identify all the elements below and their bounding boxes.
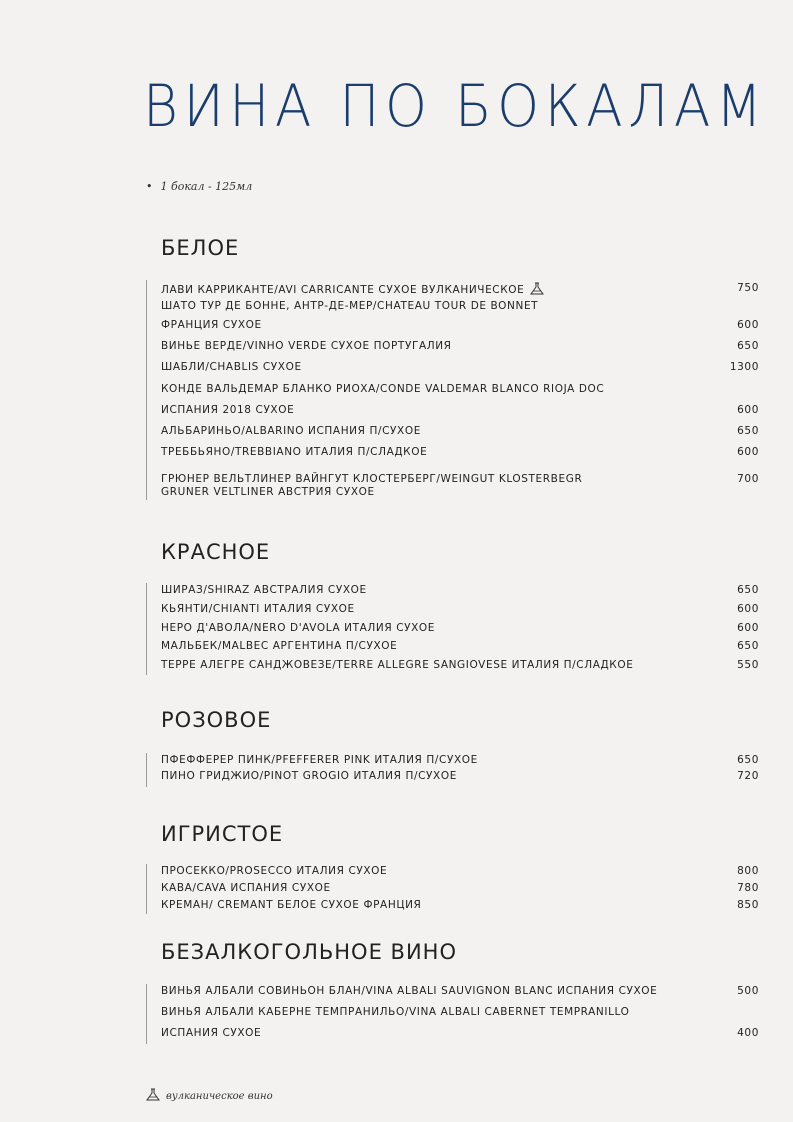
serving-note-text: 1 бокал - 125мл (160, 180, 253, 193)
list-sparkling: ПРОСЕККО/PROSECCO ИТАЛИЯ СУХОЕ 800 КАВА/CAVA ИСПАНИЯ СУХОЕ 780 КРЕМАН/ CREMANT БЕЛОЕ СУХОЕ ФРАНЦИЯ 850 (146, 864, 759, 914)
footer-legend-text: вулканическое вино (166, 1091, 273, 1102)
serving-note (146, 180, 252, 193)
page-title: ВИНА ПО БОКАЛАМ (143, 72, 768, 140)
section-title-non-alcoholic: БЕЗАЛКОГОЛЬНОЕ ВИНО (161, 940, 457, 964)
footer-legend (146, 1088, 273, 1102)
list-white: ЛАВИ КАРРИКАНТЕ/AVI CARRICANTE СУХОЕ ВУЛКАНИЧЕСКОЕ 750 ШАТО ТУР ДЕ БОННЕ, АНТР-ДЕ-МЕР/CHATEAU TOUR DE BONNET ФРАНЦИЯ СУХОЕ 600 ВИНЬЕ ВЕРДЕ/VINHO VERDE СУХОЕ ПОРТУГАЛИЯ 650 ШАБЛИ/CHABLIS СУХОЕ 1300 КОНДЕ ВАЛЬДЕМАР БЛАНКО РИОХА/CONDE VALDEMAR BLANCO RIOJA DOC ИСПАНИЯ 2018 СУХОЕ 600 АЛЬБАРИНЬО/ALBARINO ИСПАНИЯ П/СУХОЕ 650 ТРЕББЬЯНО/TREBBIANO ИТАЛИЯ П/СЛАДКОЕ 600 ГРЮНЕР ВЕЛЬТЛИНЕР ВАЙНГУТ КЛОСТЕРБЕРГ/WEINGUT KLOSTERBEGR GRUNER VELTLINER АВСТРИЯ СУХОЕ 700 (146, 280, 759, 500)
volcano-glass-icon (146, 1088, 160, 1101)
section-title-white: БЕЛОЕ (161, 236, 240, 260)
list-rose: ПФЕФФЕРЕР ПИНК/PFEFFERER PINK ИТАЛИЯ П/СУХОЕ 650 ПИНО ГРИДЖИО/PINOT GROGIO ИТАЛИЯ П/СУХОЕ 720 (146, 753, 759, 787)
section-title-sparkling: ИГРИСТОЕ (161, 822, 284, 846)
volcano-glass-icon (530, 282, 544, 295)
list-non-alcoholic: ВИНЬЯ АЛБАЛИ СОВИНЬОН БЛАН/VINA ALBALI SAUVIGNON BLANC ИСПАНИЯ СУХОЕ 500 ВИНЬЯ АЛБАЛИ КАБЕРНЕ ТЕМПРАНИЛЬО/VINA ALBALI CABERNET TEMPRANILLO ИСПАНИЯ СУХОЕ 400 (146, 984, 759, 1044)
section-title-rose: РОЗОВОЕ (161, 708, 272, 732)
list-red: ШИРАЗ/SHIRAZ АВСТРАЛИЯ СУХОЕ 650 КЬЯНТИ/CHIANTI ИТАЛИЯ СУХОЕ 600 НЕРО Д'АВОЛА/NERO D'AVOLA ИТАЛИЯ СУХОЕ 600 МАЛЬБЕК/MALBEC АРГЕНТИНА П/СУХОЕ 650 ТЕРРЕ АЛЕГРЕ САНДЖОВЕЗЕ/TERRE ALLEGRE SANGIOVESE ИТАЛИЯ П/СЛАДКОЕ 550 (146, 583, 759, 675)
section-title-red: КРАСНОЕ (161, 540, 271, 564)
bullet: • (146, 180, 153, 193)
